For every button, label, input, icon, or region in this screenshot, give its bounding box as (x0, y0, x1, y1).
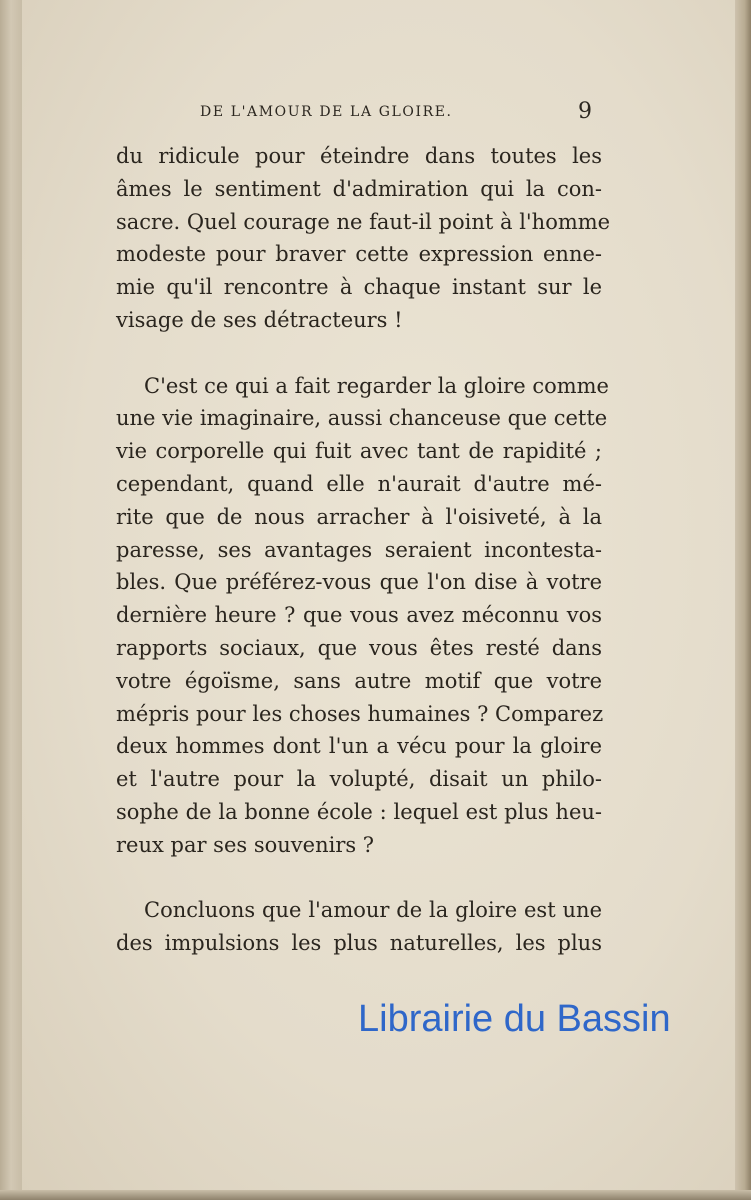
text-line: deux hommes dont l'un a vécu pour la gloire (116, 734, 602, 759)
text-line: rite que de nous arracher à l'oisiveté, à la (116, 504, 602, 529)
text-line: dernière heure ? que vous avez méconnu vos (116, 603, 602, 628)
text-line: votre égoïsme, sans autre motif que votre (116, 668, 602, 693)
text-line: une vie imaginaire, aussi chanceuse que cette (116, 406, 608, 431)
paragraph-gap (116, 862, 602, 895)
text-line: Concluons que l'amour de la gloire est une (144, 898, 602, 923)
text-line: vie corporelle qui fuit avec tant de rapidité ; (116, 439, 602, 464)
page-edge-right (735, 0, 751, 1200)
facing-page-edge (0, 0, 23, 1200)
text-line: reux par ses souvenirs ? (116, 832, 375, 857)
text-line: mie qu'il rencontre à chaque instant sur le (116, 275, 602, 300)
body-text (116, 140, 611, 960)
text-line: paresse, ses avantages seraient incontesta- (116, 537, 602, 562)
text-line: sophe de la bonne école : lequel est plus heu- (116, 799, 602, 824)
paragraph-gap (116, 337, 602, 370)
page-edge-bottom (0, 1190, 751, 1200)
text-line: et l'autre pour la volupté, disait un philo- (116, 767, 602, 792)
text-line: bles. Que préférez-vous que l'on dise à votre (116, 570, 602, 595)
running-head: DE L'AMOUR DE LA GLOIRE. (200, 104, 453, 120)
text-line: visage de ses détracteurs ! (116, 307, 403, 332)
page-number: 9 (578, 99, 592, 124)
text-line: sacre. Quel courage ne faut-il point à l'homme (116, 209, 611, 234)
text-line: rapports sociaux, que vous êtes resté dans (116, 635, 602, 660)
text-line: C'est ce qui a fait regarder la gloire comme (144, 373, 609, 398)
text-line: mépris pour les choses humaines ? Comparez (116, 701, 604, 726)
text-line: modeste pour braver cette expression enne- (116, 242, 602, 267)
text-line: cependant, quand elle n'aurait d'autre mé- (116, 471, 602, 496)
watermark: Librairie du Bassin (358, 998, 671, 1040)
text-line: du ridicule pour éteindre dans toutes les (116, 144, 602, 168)
text-line: âmes le sentiment d'admiration qui la con- (116, 176, 602, 201)
text-line: des impulsions les plus naturelles, les plus (116, 931, 602, 956)
